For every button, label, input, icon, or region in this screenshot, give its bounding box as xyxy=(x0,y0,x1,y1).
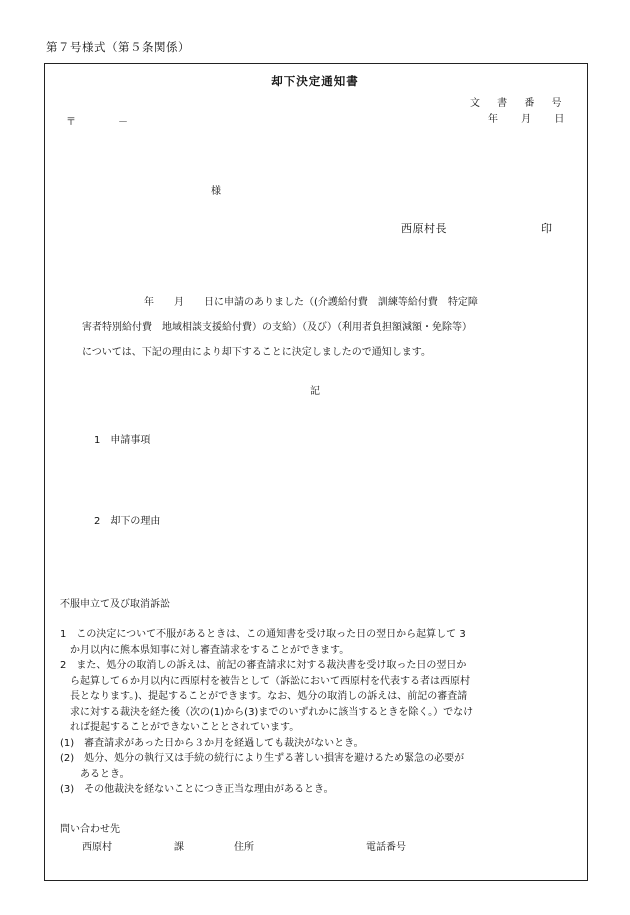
issue-date: 年 月 日 xyxy=(488,114,565,125)
contact-line xyxy=(82,842,406,855)
notice-line: 1 この決定について不服があるときは、この通知書を受け取った日の翌日から起算して 3 xyxy=(60,629,466,640)
seal-mark: 印 xyxy=(541,222,552,235)
notice-line: あるとき。 xyxy=(60,768,130,780)
notice-line: 求に対する裁決を経た後（次の(1)から(3)までのいずれかに該当するときを除く。）でなけ xyxy=(60,706,474,718)
item-rejection-reason: 2 却下の理由 xyxy=(94,516,161,527)
ki-heading: 記 xyxy=(310,386,320,397)
document-title: 却下決定通知書 xyxy=(271,74,359,88)
notice-line: れば提起することができないこととされています。 xyxy=(60,722,300,733)
appeal-notice xyxy=(60,627,582,798)
contact-village: 西原村 xyxy=(82,842,112,853)
notice-line: (2) 処分、処分の執行又は手続の続行により生ずる著しい損害を避けるため緊急の必要が xyxy=(60,753,465,764)
body-line-2: 害者特別給付費 地域相談支援給付費）の支給）（及び）（利用者負担額減額・免除等） xyxy=(82,322,472,333)
notice-line: か月以内に熊本県知事に対し審査請求をすることができます。 xyxy=(60,644,350,656)
appeal-section-title: 不服申立て及び取消訴訟 xyxy=(60,599,170,610)
notice-line: 2 また、処分の取消しの訴えは、前記の審査請求に対する裁決書を受け取った日の翌日か xyxy=(60,660,467,671)
addressee-suffix: 様 xyxy=(211,186,221,197)
body-line-1: 年 月 日に申請のありました（(介護給付費 訓練等給付費 特定障 xyxy=(144,297,478,308)
contact-address: 住所 xyxy=(234,842,254,853)
body-line-3: については、下記の理由により却下することに決定しましたので通知します。 xyxy=(82,347,431,358)
form-header: 第７号様式（第５条関係） xyxy=(46,40,190,54)
issuer-name: 西原村長 xyxy=(401,222,447,235)
postal-dash: － xyxy=(118,117,128,128)
document-number: 文 書 番 号 xyxy=(470,98,563,109)
contact-title: 問い合わせ先 xyxy=(60,824,120,835)
contact-section: 課 xyxy=(174,842,184,853)
notice-line: ら起算して６か月以内に西原村を被告として（訴訟において西原村を代表する者は西原村 xyxy=(60,675,470,687)
postal-mark: 〒 xyxy=(66,117,76,128)
notice-line: 長となります。)、提起することができます。なお、処分の取消しの訴えは、前記の審査請 xyxy=(60,691,468,702)
notice-line: (1) 審査請求があった日から３か月を経過しても裁決がないとき。 xyxy=(60,737,364,749)
notice-line: (3) その他裁決を経ないことにつき正当な理由があるとき。 xyxy=(60,784,334,795)
item-application-matter: 1 申請事項 xyxy=(94,435,151,446)
contact-phone: 電話番号 xyxy=(366,842,406,853)
